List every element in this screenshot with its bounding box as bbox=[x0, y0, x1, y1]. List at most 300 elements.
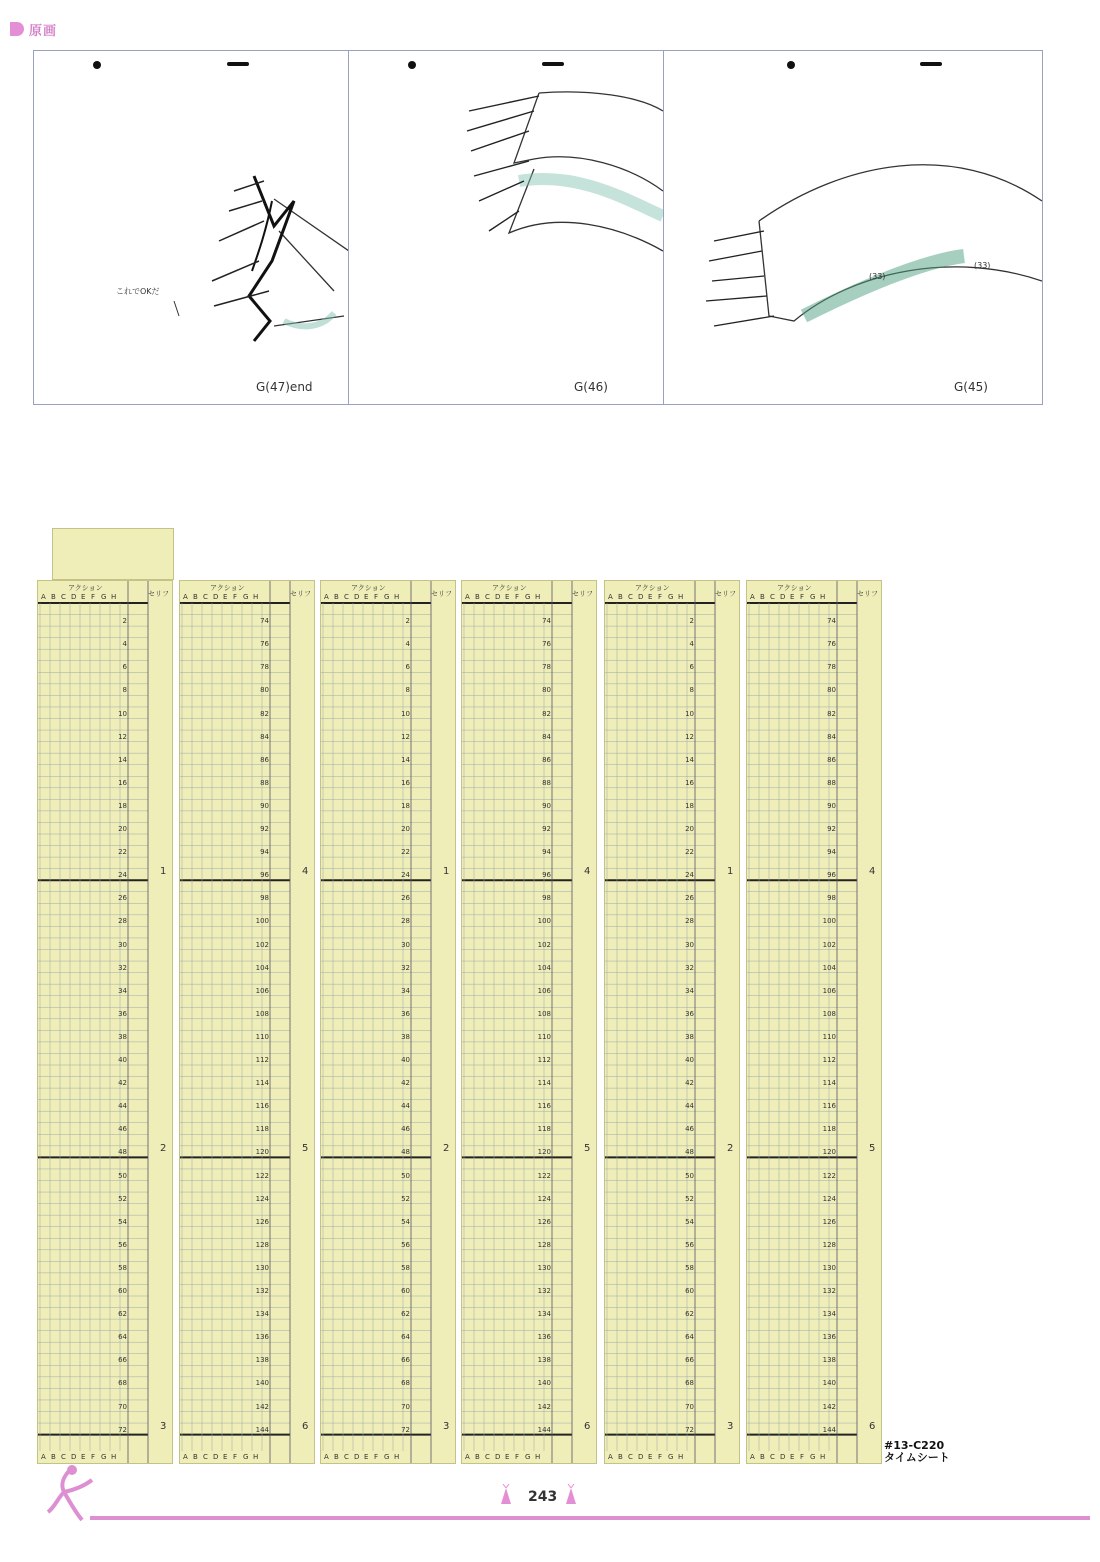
row-number: 36 bbox=[401, 1009, 410, 1018]
row-number: 44 bbox=[685, 1102, 694, 1111]
row-number: 42 bbox=[118, 1079, 127, 1088]
row-number: 50 bbox=[118, 1171, 127, 1180]
row-number: 86 bbox=[260, 755, 269, 764]
row-number: 22 bbox=[685, 848, 694, 857]
row-number: 82 bbox=[827, 709, 836, 718]
row-number: 30 bbox=[401, 940, 410, 949]
row-number: 136 bbox=[822, 1333, 836, 1342]
row-number: 112 bbox=[822, 1056, 836, 1064]
row-number: 116 bbox=[537, 1102, 551, 1111]
row-number: 42 bbox=[685, 1079, 694, 1088]
row-number: 138 bbox=[822, 1356, 836, 1365]
row-number: 54 bbox=[685, 1217, 694, 1226]
col-letter-bottom: E bbox=[505, 1453, 510, 1461]
row-number: 48 bbox=[685, 1148, 694, 1157]
col-letter: C bbox=[61, 593, 66, 601]
col-letter-bottom: A bbox=[465, 1453, 470, 1461]
row-number: 114 bbox=[255, 1079, 269, 1088]
col-letter-bottom: G bbox=[384, 1453, 390, 1461]
row-number: 132 bbox=[537, 1287, 551, 1295]
row-number: 28 bbox=[401, 917, 410, 926]
row-number: 8 bbox=[405, 686, 410, 695]
row-number: 74 bbox=[542, 617, 551, 626]
row-number: 10 bbox=[401, 709, 410, 718]
col-letter: A bbox=[750, 593, 755, 601]
row-number: 30 bbox=[685, 940, 694, 949]
row-number: 48 bbox=[118, 1148, 127, 1157]
section-number: 4 bbox=[302, 866, 309, 878]
action-header: アクション bbox=[210, 584, 245, 592]
row-number: 132 bbox=[255, 1287, 269, 1295]
row-number: 120 bbox=[537, 1148, 551, 1157]
col-letter-bottom: C bbox=[344, 1453, 349, 1461]
row-number: 56 bbox=[685, 1240, 694, 1249]
col-letter-bottom: A bbox=[324, 1453, 329, 1461]
row-number: 110 bbox=[537, 1032, 551, 1041]
section-number: 4 bbox=[584, 866, 591, 878]
col-letter: F bbox=[233, 593, 238, 601]
row-number: 32 bbox=[118, 963, 127, 972]
row-number: 64 bbox=[685, 1333, 694, 1342]
col-letter-bottom: A bbox=[750, 1453, 755, 1461]
row-number: 66 bbox=[118, 1356, 127, 1365]
section-number: 3 bbox=[443, 1420, 450, 1432]
col-letter-bottom: H bbox=[535, 1453, 541, 1461]
row-number: 52 bbox=[118, 1194, 127, 1203]
col-letter-bottom: C bbox=[770, 1453, 775, 1461]
section-number: 2 bbox=[727, 1143, 734, 1155]
row-number: 116 bbox=[822, 1102, 836, 1111]
row-number: 52 bbox=[685, 1194, 694, 1203]
row-number: 94 bbox=[827, 848, 836, 857]
col-letter: G bbox=[384, 593, 390, 601]
row-number: 102 bbox=[537, 940, 551, 949]
panel-note: これでOKだ bbox=[116, 287, 160, 296]
col-letter: E bbox=[648, 593, 653, 601]
row-number: 142 bbox=[822, 1402, 836, 1411]
row-number: 74 bbox=[827, 617, 836, 626]
row-number: 26 bbox=[118, 894, 127, 903]
row-number: 78 bbox=[260, 663, 269, 672]
drawing-panel-1 bbox=[33, 50, 349, 405]
row-number: 40 bbox=[118, 1056, 127, 1064]
row-number: 18 bbox=[401, 801, 410, 810]
col-letter: F bbox=[91, 593, 96, 601]
col-letter: G bbox=[101, 593, 107, 601]
col-letter-bottom: H bbox=[253, 1453, 259, 1461]
timesheet-grid bbox=[605, 581, 740, 1464]
row-number: 66 bbox=[401, 1356, 410, 1365]
col-letter-bottom: G bbox=[668, 1453, 674, 1461]
row-number: 104 bbox=[822, 963, 836, 972]
row-number: 126 bbox=[537, 1217, 551, 1226]
row-number: 46 bbox=[401, 1125, 410, 1134]
row-number: 54 bbox=[118, 1217, 127, 1226]
col-letter-bottom: D bbox=[780, 1453, 786, 1461]
row-number: 20 bbox=[401, 825, 410, 833]
col-letter-bottom: G bbox=[810, 1453, 816, 1461]
row-number: 40 bbox=[401, 1056, 410, 1064]
row-number: 140 bbox=[255, 1379, 269, 1388]
row-number: 102 bbox=[255, 940, 269, 949]
row-number: 10 bbox=[685, 709, 694, 718]
row-number: 132 bbox=[822, 1287, 836, 1295]
row-number: 50 bbox=[685, 1171, 694, 1180]
row-number: 58 bbox=[401, 1263, 410, 1272]
section-label: 原画 bbox=[29, 23, 58, 39]
row-number: 78 bbox=[827, 663, 836, 672]
row-number: 60 bbox=[118, 1287, 127, 1295]
row-number: 6 bbox=[689, 663, 694, 672]
action-header: アクション bbox=[68, 584, 103, 592]
row-number: 44 bbox=[118, 1102, 127, 1111]
row-number: 144 bbox=[537, 1425, 551, 1434]
col-letter: D bbox=[780, 593, 786, 601]
timesheet-column-3 bbox=[320, 580, 456, 1464]
row-number: 112 bbox=[255, 1056, 269, 1064]
drawing-panel-2 bbox=[348, 50, 664, 405]
row-number: 50 bbox=[401, 1171, 410, 1180]
row-number: 82 bbox=[260, 709, 269, 718]
row-number: 18 bbox=[118, 801, 127, 810]
row-number: 96 bbox=[542, 871, 551, 880]
col-letter-bottom: D bbox=[495, 1453, 501, 1461]
col-letter-bottom: F bbox=[374, 1453, 379, 1461]
row-number: 126 bbox=[822, 1217, 836, 1226]
col-letter-bottom: B bbox=[193, 1453, 198, 1461]
row-number: 58 bbox=[118, 1263, 127, 1272]
row-number: 76 bbox=[260, 640, 269, 649]
row-number: 46 bbox=[685, 1125, 694, 1134]
row-number: 122 bbox=[822, 1171, 836, 1180]
row-number: 70 bbox=[685, 1402, 694, 1411]
row-number: 130 bbox=[822, 1263, 836, 1272]
action-header: アクション bbox=[492, 584, 527, 592]
carrot-icon-right bbox=[563, 1484, 579, 1506]
row-number: 36 bbox=[118, 1009, 127, 1018]
section-number: 3 bbox=[727, 1420, 734, 1432]
row-number: 48 bbox=[401, 1148, 410, 1157]
timesheet-grid bbox=[38, 581, 173, 1464]
row-number: 114 bbox=[537, 1079, 551, 1088]
row-number: 118 bbox=[537, 1125, 551, 1134]
col-letter-bottom: F bbox=[91, 1453, 96, 1461]
row-number: 4 bbox=[689, 640, 694, 649]
timesheet-grid bbox=[462, 581, 597, 1464]
row-number: 28 bbox=[118, 917, 127, 926]
col-letter: B bbox=[760, 593, 765, 601]
row-number: 68 bbox=[685, 1379, 694, 1388]
row-number: 94 bbox=[260, 848, 269, 857]
row-number: 142 bbox=[537, 1402, 551, 1411]
row-number: 12 bbox=[401, 732, 410, 741]
row-number: 74 bbox=[260, 617, 269, 626]
row-number: 144 bbox=[255, 1425, 269, 1434]
row-number: 8 bbox=[122, 686, 127, 695]
col-letter: A bbox=[324, 593, 329, 601]
action-header: アクション bbox=[635, 584, 670, 592]
section-number: 6 bbox=[302, 1420, 309, 1432]
col-letter: B bbox=[618, 593, 623, 601]
row-number: 78 bbox=[542, 663, 551, 672]
row-number: 106 bbox=[255, 986, 269, 995]
row-number: 98 bbox=[827, 894, 836, 903]
row-number: 86 bbox=[542, 755, 551, 764]
row-number: 76 bbox=[827, 640, 836, 649]
row-number: 2 bbox=[689, 617, 694, 626]
dialogue-header: セリフ bbox=[148, 590, 169, 598]
col-letter: A bbox=[608, 593, 613, 601]
row-number: 68 bbox=[401, 1379, 410, 1388]
row-number: 38 bbox=[118, 1032, 127, 1041]
col-letter-bottom: B bbox=[475, 1453, 480, 1461]
row-number: 124 bbox=[822, 1194, 836, 1203]
row-number: 122 bbox=[255, 1171, 269, 1180]
row-number: 96 bbox=[827, 871, 836, 880]
col-letter-bottom: F bbox=[515, 1453, 520, 1461]
col-letter: F bbox=[800, 593, 805, 601]
section-number: 5 bbox=[584, 1143, 591, 1155]
col-letter: D bbox=[71, 593, 77, 601]
row-number: 34 bbox=[118, 986, 127, 995]
col-letter: F bbox=[374, 593, 379, 601]
row-number: 90 bbox=[260, 801, 269, 810]
timesheet-grid bbox=[180, 581, 315, 1464]
row-number: 106 bbox=[822, 986, 836, 995]
timesheet-grid bbox=[747, 581, 882, 1464]
col-letter-bottom: G bbox=[525, 1453, 531, 1461]
row-number: 12 bbox=[685, 732, 694, 741]
row-number: 110 bbox=[822, 1032, 836, 1041]
row-number: 44 bbox=[401, 1102, 410, 1111]
col-letter: H bbox=[253, 593, 259, 601]
row-number: 128 bbox=[822, 1240, 836, 1249]
row-number: 92 bbox=[260, 825, 269, 833]
row-number: 124 bbox=[537, 1194, 551, 1203]
col-letter-bottom: C bbox=[203, 1453, 208, 1461]
col-letter: C bbox=[203, 593, 208, 601]
row-number: 116 bbox=[255, 1102, 269, 1111]
panel-3-mark-2: (33) bbox=[974, 261, 991, 270]
row-number: 22 bbox=[401, 848, 410, 857]
row-number: 142 bbox=[255, 1402, 269, 1411]
row-number: 54 bbox=[401, 1217, 410, 1226]
col-letter-bottom: C bbox=[61, 1453, 66, 1461]
row-number: 84 bbox=[260, 732, 269, 741]
dialogue-header: セリフ bbox=[857, 590, 878, 598]
row-number: 106 bbox=[537, 986, 551, 995]
row-number: 22 bbox=[118, 848, 127, 857]
row-number: 26 bbox=[401, 894, 410, 903]
row-number: 92 bbox=[542, 825, 551, 833]
col-letter: B bbox=[51, 593, 56, 601]
col-letter-bottom: B bbox=[51, 1453, 56, 1461]
row-number: 38 bbox=[401, 1032, 410, 1041]
section-number: 5 bbox=[869, 1143, 876, 1155]
row-number: 68 bbox=[118, 1379, 127, 1388]
section-number: 2 bbox=[443, 1143, 450, 1155]
row-number: 140 bbox=[822, 1379, 836, 1388]
col-letter-bottom: D bbox=[71, 1453, 77, 1461]
timesheet-column-5 bbox=[604, 580, 740, 1464]
page-number: 243 bbox=[528, 1489, 558, 1505]
action-header: アクション bbox=[351, 584, 386, 592]
caption-line-2: タイムシート bbox=[884, 1451, 950, 1464]
col-letter-bottom: F bbox=[800, 1453, 805, 1461]
row-number: 88 bbox=[260, 778, 269, 787]
row-number: 34 bbox=[685, 986, 694, 995]
col-letter: D bbox=[213, 593, 219, 601]
col-letter-bottom: G bbox=[243, 1453, 249, 1461]
row-number: 24 bbox=[685, 871, 694, 880]
col-letter-bottom: E bbox=[648, 1453, 653, 1461]
col-letter-bottom: E bbox=[223, 1453, 228, 1461]
col-letter: G bbox=[810, 593, 816, 601]
row-number: 102 bbox=[822, 940, 836, 949]
row-number: 120 bbox=[822, 1148, 836, 1157]
row-number: 84 bbox=[542, 732, 551, 741]
row-number: 138 bbox=[537, 1356, 551, 1365]
row-number: 62 bbox=[118, 1310, 127, 1319]
row-number: 14 bbox=[118, 755, 127, 764]
row-number: 58 bbox=[685, 1263, 694, 1272]
row-number: 56 bbox=[401, 1240, 410, 1249]
row-number: 124 bbox=[255, 1194, 269, 1203]
row-number: 98 bbox=[260, 894, 269, 903]
col-letter: D bbox=[638, 593, 644, 601]
col-letter: A bbox=[465, 593, 470, 601]
col-letter: B bbox=[475, 593, 480, 601]
row-number: 128 bbox=[537, 1240, 551, 1249]
col-letter: G bbox=[243, 593, 249, 601]
dialogue-header: セリフ bbox=[290, 590, 311, 598]
row-number: 64 bbox=[118, 1333, 127, 1342]
row-number: 104 bbox=[255, 963, 269, 972]
col-letter: C bbox=[485, 593, 490, 601]
row-number: 80 bbox=[542, 686, 551, 695]
col-letter-bottom: H bbox=[820, 1453, 826, 1461]
row-number: 104 bbox=[537, 963, 551, 972]
section-number: 6 bbox=[584, 1420, 591, 1432]
row-number: 2 bbox=[405, 617, 410, 626]
col-letter-bottom: E bbox=[790, 1453, 795, 1461]
row-number: 32 bbox=[685, 963, 694, 972]
row-number: 16 bbox=[401, 778, 410, 787]
row-number: 144 bbox=[822, 1425, 836, 1434]
row-number: 108 bbox=[537, 1009, 551, 1018]
section-number: 5 bbox=[302, 1143, 309, 1155]
panel-1-label: G(47)end bbox=[256, 380, 313, 394]
col-letter: E bbox=[81, 593, 86, 601]
row-number: 30 bbox=[118, 940, 127, 949]
row-number: 20 bbox=[685, 825, 694, 833]
row-number: 32 bbox=[401, 963, 410, 972]
row-number: 66 bbox=[685, 1356, 694, 1365]
row-number: 100 bbox=[822, 917, 836, 926]
row-number: 4 bbox=[122, 640, 127, 649]
col-letter-bottom: F bbox=[233, 1453, 238, 1461]
col-letter: E bbox=[790, 593, 795, 601]
row-number: 14 bbox=[401, 755, 410, 764]
row-number: 62 bbox=[685, 1310, 694, 1319]
col-letter-bottom: E bbox=[364, 1453, 369, 1461]
col-letter-bottom: C bbox=[485, 1453, 490, 1461]
row-number: 60 bbox=[401, 1287, 410, 1295]
row-number: 90 bbox=[827, 801, 836, 810]
row-number: 34 bbox=[401, 986, 410, 995]
row-number: 8 bbox=[689, 686, 694, 695]
row-number: 2 bbox=[122, 617, 127, 626]
col-letter: H bbox=[111, 593, 117, 601]
row-number: 130 bbox=[255, 1263, 269, 1272]
row-number: 80 bbox=[260, 686, 269, 695]
col-letter: C bbox=[628, 593, 633, 601]
col-letter: H bbox=[535, 593, 541, 601]
row-number: 84 bbox=[827, 732, 836, 741]
section-number: 1 bbox=[727, 866, 734, 878]
col-letter: H bbox=[820, 593, 826, 601]
row-number: 122 bbox=[537, 1171, 551, 1180]
col-letter-bottom: D bbox=[354, 1453, 360, 1461]
row-number: 134 bbox=[255, 1310, 269, 1319]
row-number: 72 bbox=[401, 1425, 410, 1434]
row-number: 40 bbox=[685, 1056, 694, 1064]
row-number: 114 bbox=[822, 1079, 836, 1088]
row-number: 18 bbox=[685, 801, 694, 810]
col-letter-bottom: A bbox=[183, 1453, 188, 1461]
section-number: 3 bbox=[160, 1420, 167, 1432]
section-number: 6 bbox=[869, 1420, 876, 1432]
runner-icon bbox=[40, 1462, 100, 1532]
section-number: 1 bbox=[160, 866, 167, 878]
row-number: 72 bbox=[118, 1425, 127, 1434]
row-number: 42 bbox=[401, 1079, 410, 1088]
col-letter: F bbox=[515, 593, 520, 601]
col-letter-bottom: B bbox=[334, 1453, 339, 1461]
col-letter: C bbox=[344, 593, 349, 601]
dialogue-header: セリフ bbox=[572, 590, 593, 598]
row-number: 108 bbox=[822, 1009, 836, 1018]
col-letter-bottom: D bbox=[213, 1453, 219, 1461]
dialogue-header: セリフ bbox=[431, 590, 452, 598]
row-number: 90 bbox=[542, 801, 551, 810]
row-number: 134 bbox=[822, 1310, 836, 1319]
row-number: 28 bbox=[685, 917, 694, 926]
action-header: アクション bbox=[777, 584, 812, 592]
timesheet-column-6 bbox=[746, 580, 882, 1464]
row-number: 6 bbox=[122, 663, 127, 672]
row-number: 100 bbox=[255, 917, 269, 926]
col-letter-bottom: H bbox=[394, 1453, 400, 1461]
col-letter-bottom: G bbox=[101, 1453, 107, 1461]
section-number: 2 bbox=[160, 1143, 167, 1155]
row-number: 134 bbox=[537, 1310, 551, 1319]
row-number: 118 bbox=[822, 1125, 836, 1134]
panel-2-label: G(46) bbox=[574, 380, 608, 394]
col-letter: D bbox=[495, 593, 501, 601]
row-number: 108 bbox=[255, 1009, 269, 1018]
row-number: 60 bbox=[685, 1287, 694, 1295]
row-number: 38 bbox=[685, 1032, 694, 1041]
row-number: 70 bbox=[118, 1402, 127, 1411]
col-letter: B bbox=[334, 593, 339, 601]
row-number: 140 bbox=[537, 1379, 551, 1388]
timesheet-column-2 bbox=[179, 580, 315, 1464]
section-tab-icon bbox=[10, 22, 24, 36]
col-letter: E bbox=[505, 593, 510, 601]
row-number: 46 bbox=[118, 1125, 127, 1134]
col-letter-bottom: A bbox=[608, 1453, 613, 1461]
